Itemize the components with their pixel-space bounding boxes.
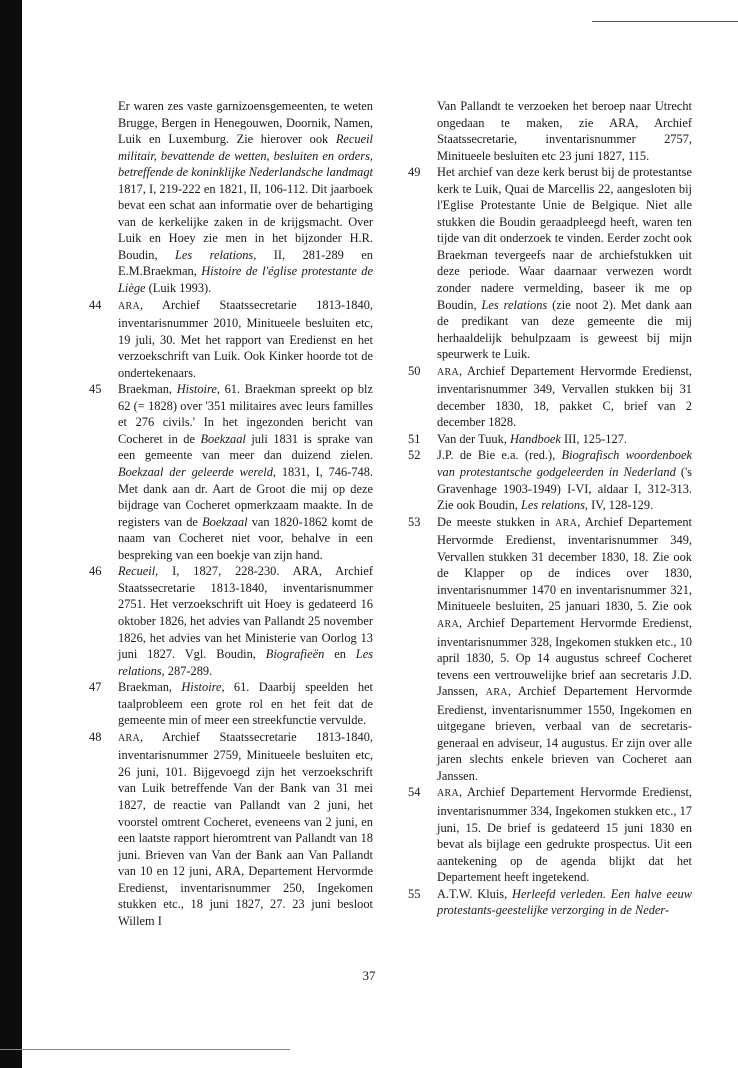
- footnote-46: [89, 563, 373, 679]
- text: 1817, I, 219-222 en 1821, II, 106-112. Dit jaarboek bevat een schat aan informatie over de behartiging van de kerkelijke zaken in de krijgsmacht. Over Luik en Hoey zie men in het bijzonder H.R. Boudin,: [118, 181, 373, 262]
- italic-title: Les relations,: [118, 647, 374, 678]
- footnote-49: [408, 164, 692, 363]
- small-caps: ARA: [118, 732, 141, 744]
- italic-title: Biografisch woordenboek van protestantsche godgeleerden in Nederland: [437, 448, 692, 480]
- footnote-55: [408, 886, 692, 919]
- text: , IV, 128-129.: [584, 498, 654, 513]
- text: , 61. Braekman spreekt op blz 62 (= 1828) over '351 militaires avec leurs familles et 276 civils.' In het ingezonden bericht van Cocheret in de: [118, 382, 373, 446]
- text: , Archief Departement Hervormde Eredienst, inventarisnummer 349, Vervallen stukken bij 31 december 1830, 18, pakket C, brief van 2 december 1828.: [437, 363, 692, 430]
- italic-title: Recueil militair, bevattende de wetten, besluiten en orders, betreffende de koninklijke Nederlandsche landmagt: [118, 132, 373, 180]
- italic-title: Les relations: [520, 498, 585, 513]
- footnote-number: 52: [408, 448, 421, 463]
- footnote-54: [408, 784, 692, 885]
- italic-title: Histoire: [176, 382, 217, 397]
- footnote-53: [408, 514, 692, 785]
- text: , Archief Departement Hervormde Eredienst, inventarisnummer 349, Vervallen stukken 31 december 1830, 18. Zie ook de Klapper op de indices over 1830, inventarisnummer 1470 en inventarisnummer 321, Minitueele besluiten, 25 januari 1830, 5. Zie ook: [437, 514, 692, 614]
- text: van 1820-1862 komt de naam van Cocheret niet voor, behalve in een bespreking van een boekje van zijn hand.: [118, 514, 373, 562]
- text: (zie noot 2). Met dank aan de predikant van deze gemeente die mij herhaaldelijk behulpzaam is geweest bij mijn speurwerk te Luik.: [437, 297, 693, 362]
- note-48-continuation: [408, 98, 692, 164]
- italic-title: Boekzaal: [200, 431, 246, 446]
- small-caps: ARA: [437, 366, 460, 378]
- text: De meeste stukken in: [437, 514, 556, 529]
- italic-title: Handboek: [509, 431, 561, 446]
- note-43-continuation: [89, 98, 373, 297]
- text: en: [324, 647, 356, 662]
- italic-title: Herleefd verleden. Een halve eeuw protestants-geestelijke verzorging in de Neder-: [437, 886, 692, 918]
- top-rule: [592, 21, 738, 22]
- bottom-rule: [0, 1049, 290, 1050]
- text: , Archief Staatssecretarie 1813-1840, inventarisnummer 2759, Minitueele besluiten etc, 26 juni, 101. Bijgevoegd zijn het verzoekschrift van Luik betreffende Van der Bank van 31 mei 1827, de reactie van Pallandt van 2 juni, het voorstel omtrent Cocheret, eveneens van 2 juni, en een laatste rapport hieromtrent van Pallandt van 18 juni. Brieven van Van der Bank aan Van Pallandt van 10 en 12 juni, ARA, Departement Hervormde Eredienst, inventarisnummer 250, Ingekomen stukken etc., 18 juni 1827, 27. 23 juni besloot Willem I: [118, 729, 373, 928]
- text: , Archief Departement Hervormde Eredienst, inventarisnummer 334, Ingekomen stukken etc., 17 juni, 15. De brief is gedateerd 15 juni 1830 en bevat als bijlage een gedrukte prospectus. Uit een aantekening op de agenda blijkt dat het Departement heeft ingetekend.: [437, 785, 692, 885]
- small-caps: ARA: [118, 300, 141, 312]
- small-caps: ARA: [555, 517, 578, 529]
- text: , Archief Departement Hervormde Eredienst, inventarisnummer 328, Ingekomen stukken etc., 10 april 1830, 5. Op 14 augustus schreef Cocheret tevens een vertrouwelijke brief aan secretaris J.D. Janssen,: [437, 615, 692, 699]
- italic-title: Boekzaal der geleerde wereld: [118, 465, 273, 480]
- footnote-45: [89, 381, 373, 563]
- text: Braekman,: [118, 382, 177, 397]
- text: (Luik 1993).: [145, 281, 212, 296]
- footnote-number: 55: [408, 886, 421, 901]
- italic-title: Les relations: [481, 297, 548, 312]
- italic-title: Histoire: [181, 680, 222, 695]
- text: juli 1831 is sprake van een gemeente van meer dan duizend zielen.: [118, 431, 373, 463]
- text: , 1831, I, 746-748. Met dank aan dr. Aart de Groot die mij op deze bijdrage van Cocheret opmerkzaam maakte. In de registers van de: [118, 465, 374, 529]
- text: II, 281-289 en E.M.Braekman,: [118, 247, 373, 279]
- footnote-44: [89, 297, 373, 382]
- footnote-number: 44: [89, 297, 102, 312]
- text: A.T.W. Kluis,: [437, 886, 513, 901]
- text: , I, 1827, 228-230. ARA, Archief Staatssecretarie 1813-1840, inventarisnummer 2751. Het verzoekschrift uit Hoey is gedateerd 16 oktober 1826, het advies van Pallandt 25 november 1826, het advies van het Ministerie van Oorlog 13 juni 1827. Vgl. Boudin,: [118, 564, 373, 662]
- italic-title: Recueil: [118, 564, 156, 579]
- text: 287-289.: [164, 663, 213, 678]
- text: III, 125-127.: [560, 431, 627, 446]
- footnote-number: 47: [89, 680, 102, 695]
- footnote-52: [408, 447, 692, 513]
- footnote-50: [408, 363, 692, 431]
- footnote-number: 50: [408, 363, 421, 378]
- small-caps: ARA: [485, 687, 508, 699]
- footnote-number: 46: [89, 564, 102, 579]
- text: Van Pallandt te verzoeken het beroep naar Utrecht ongedaan te maken, zie ARA, Archief Staatssecretarie, inventarisnummer 2757, Minitueele besluiten etc 23 juni 1827, 115.: [437, 99, 692, 163]
- text: ('s Gravenhage 1903-1949) I-VI, aldaar I, 312-313. Zie ook Boudin,: [437, 465, 693, 513]
- text: Van der Tuuk,: [437, 431, 510, 446]
- small-caps: ARA: [437, 618, 460, 630]
- text: Het archief van deze kerk berust bij de protestantse kerk te Luik, Quai de Marcellis 22, aangesloten bij l'Eglise Protestante Unie de Belgique. Niet alle stukken die Boudin geraadpleegd heeft, waren ten tijde van dit onderzoek te vinden. Eerder zocht ook Braekman tevergeefs naar de archiefstukken uit deze periode. Waar daarnaar verwezen wordt zonder nadere vermelding, baseer ik me op Boudin,: [437, 165, 692, 312]
- footnote-48: [89, 729, 373, 930]
- footnote-number: 45: [89, 382, 102, 397]
- italic-title: Boekzaal: [202, 514, 248, 529]
- scan-edge-bar: [0, 0, 22, 1068]
- footnote-51: [408, 431, 692, 448]
- footnote-number: 51: [408, 431, 421, 446]
- italic-title: Histoire de l'église protestante de Liège: [118, 264, 373, 296]
- italic-title: Biografieën: [265, 647, 325, 662]
- footnote-number: 53: [408, 514, 421, 529]
- text: , Archief Departement Hervormde Eredienst, inventarisnummer 1550, Ingekomen en uitgegane brieven, verbaal van de secretaris-generaal en adviseur, 14 augustus. Er zijn over alle jaren slechts enkele brieven van Cocheret aan Janssen.: [437, 684, 692, 783]
- small-caps: ARA: [437, 788, 460, 800]
- italic-title: Les relations,: [175, 247, 257, 262]
- footnote-47: [89, 679, 373, 729]
- text: , 61. Daarbij speelden het taalprobleem een grote rol en het feit dat de gemeente min of meer een streekfunctie vervulde.: [118, 680, 373, 728]
- footnote-number: 48: [89, 729, 102, 744]
- footnote-number: 49: [408, 165, 421, 180]
- text: J.P. de Bie e.a. (red.),: [437, 448, 562, 463]
- text: Braekman,: [118, 680, 182, 695]
- text: Er waren zes vaste garnizoensgemeenten, te weten Brugge, Bergen in Henegouwen, Doornik, Namen, Luik en Luxemburg. Zie hierover ook: [118, 99, 373, 147]
- page-number: 37: [362, 968, 376, 983]
- right-column: [408, 98, 692, 919]
- text: , Archief Staatssecretarie 1813-1840, inventarisnummer 2010, Minitueele besluiten etc, 19 juli, 30. Met het rapport van Eredienst en het verzoekschrift van Luik. Ook Kinker hoorde tot de ondertekenaars.: [118, 297, 373, 380]
- footnote-number: 54: [408, 785, 421, 800]
- left-column: [89, 98, 373, 929]
